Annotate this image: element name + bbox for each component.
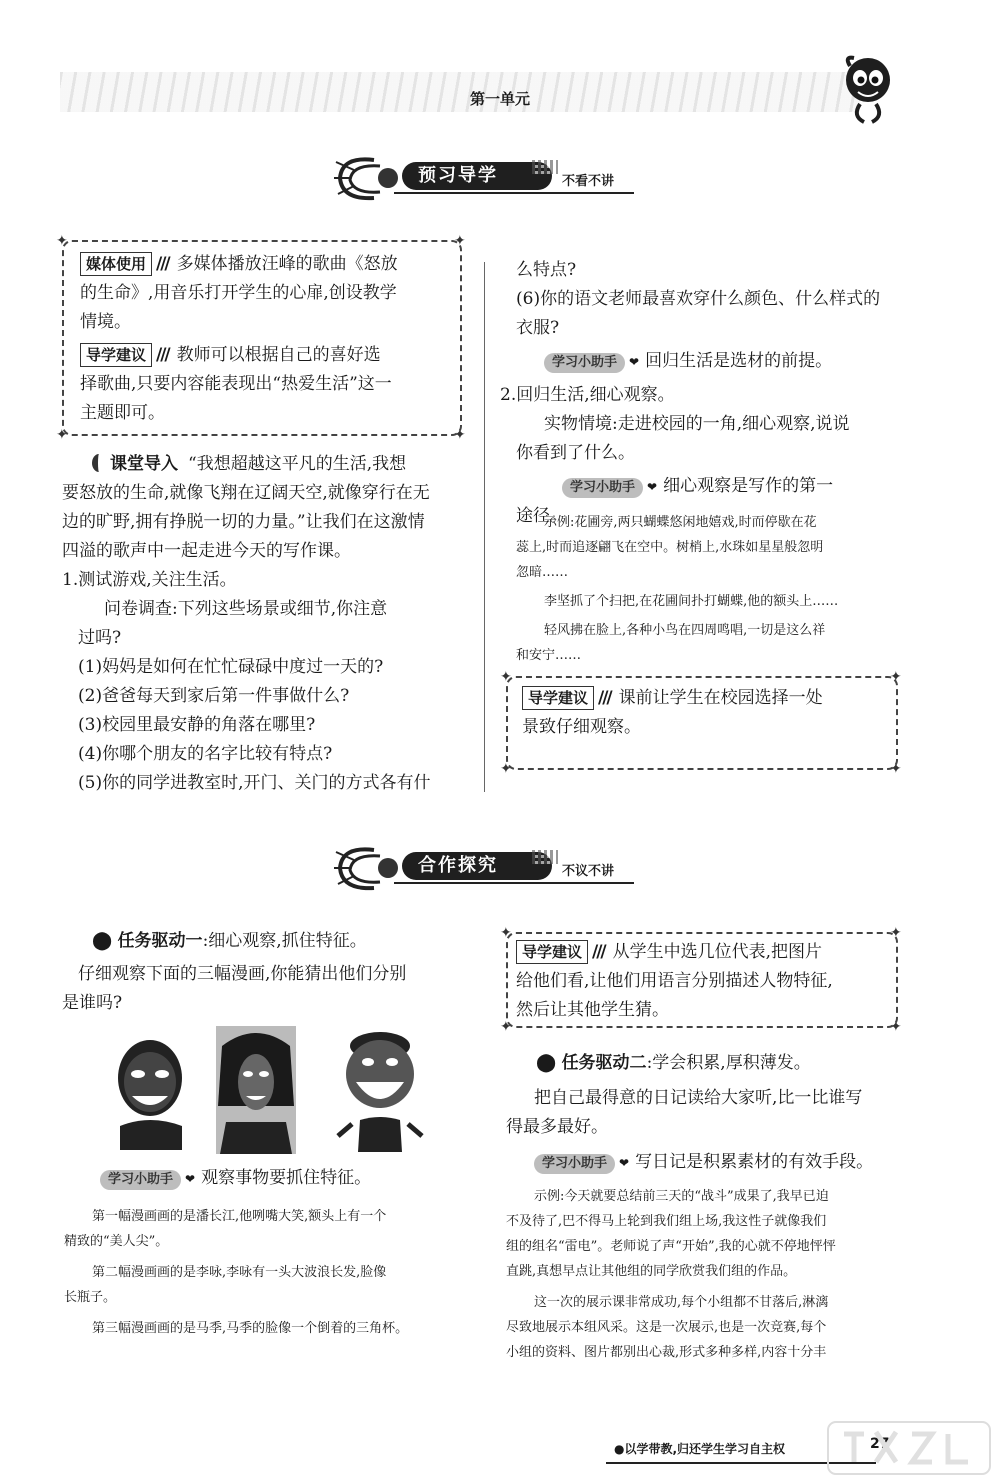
cartoon-image-2 [216, 1026, 296, 1154]
task-line: 仔细观察下面的三幅漫画,你能猜出他们分别 [78, 964, 407, 984]
cartoon-image-1 [104, 1030, 194, 1150]
media-block [80, 250, 458, 428]
page-number: 27 [870, 1436, 890, 1452]
answer-line: 长瓶子。 [64, 1290, 117, 1305]
example-line: 这一次的展示课非常成功,每个小组都不甘落后,淋漓 [534, 1295, 829, 1310]
question: (4)你哪个朋友的名字比较有特点? [78, 744, 333, 764]
column-divider [484, 262, 485, 792]
heart-icon: ❤ [647, 480, 658, 494]
media-line: 的生命》,用音乐打开学生的心扉,创设教学 [80, 283, 397, 303]
slash-mark: /// [156, 254, 169, 274]
example-line: 李坚抓了个扫把,在花圃间扑打蝴蝶,他的额头上…… [544, 594, 839, 609]
section-rule [394, 882, 634, 884]
helper-line: 途径。 [516, 506, 567, 526]
helper-text: 写日记是积累素材的有效手段。 [635, 1152, 874, 1172]
guide-line: 然后让其他学生猜。 [516, 1000, 669, 1020]
heart-icon: ❤ [619, 1156, 630, 1170]
helper-text: 观察事物要抓住特征。 [201, 1168, 372, 1188]
task-line: 是谁吗? [62, 993, 123, 1013]
star-icon: ✦ [890, 669, 902, 685]
example-line: 示例:今天就要总结前三天的“战斗”成果了,我早已迫 [534, 1189, 829, 1204]
star-icon: ✦ [454, 427, 466, 443]
slash-mark: /// [598, 688, 611, 708]
helper3-block [100, 1164, 480, 1194]
location-pin-icon: ⬤ [92, 930, 113, 951]
helper-label: 学习小助手 [544, 353, 625, 373]
section-rule [394, 192, 634, 194]
heart-icon: ❤ [629, 355, 640, 369]
section-subtitle: 不看不讲 [562, 174, 615, 189]
media-label: 媒体使用 [80, 252, 152, 276]
example-block [516, 510, 916, 668]
example-line: 蕊上,时而追逐翩飞在空中。树梢上,水珠如星星般忽明 [516, 540, 824, 555]
section-title: 合作探究 [402, 852, 552, 880]
guide-label: 导学建议 [522, 686, 594, 710]
section-banner-preview [334, 152, 644, 204]
answer-line: 第二幅漫画画的是李咏,李咏有一头大波浪长发,脸像 [92, 1265, 387, 1280]
real-line: 实物情境:走进校园的一角,细心观察,说说 [544, 414, 850, 434]
guide-line: 主题即可。 [80, 403, 165, 423]
example-line: 组的组名“雷电”。老师说了声“开始”,我的心就不停地怦怦 [506, 1239, 836, 1254]
cartoon-image-3 [330, 1024, 430, 1152]
task-label: 任务驱动一 [117, 931, 203, 951]
answer-line: 精致的“美人尖”。 [64, 1234, 169, 1249]
example-line: 尽致地展示本组风采。这是一次展示,也是一次竞赛,每个 [506, 1320, 827, 1335]
guide-line: 择歌曲,只要内容能表现出“热爱生活”这一 [80, 374, 392, 394]
footer-slogan: ●以学带教,归还学生学习自主权 [614, 1442, 786, 1456]
example-line: 小组的资料、图片都别出心裁,形式多种多样,内容十分丰 [506, 1345, 827, 1360]
section-title: 预习导学 [402, 162, 552, 190]
helper-line: 细心观察是写作的第一 [663, 476, 834, 496]
location-pin-icon: ⬤ [536, 1052, 557, 1073]
helper-label: 学习小助手 [100, 1170, 181, 1190]
star-icon: ✦ [890, 761, 902, 777]
task2-block [500, 1048, 920, 1178]
guide2-block [522, 684, 892, 742]
survey-line: 过吗? [78, 628, 122, 648]
cont-line: (6)你的语文老师最喜欢穿什么颜色、什么样式的 [516, 289, 881, 309]
task-line: 得最多最好。 [506, 1117, 608, 1137]
heart-icon: ❤ [185, 1172, 196, 1186]
right-upper [500, 256, 920, 531]
example2-block [506, 1184, 918, 1365]
guide-label: 导学建议 [516, 940, 588, 964]
real-line: 你看到了什么。 [516, 443, 635, 463]
star-icon: ✦ [890, 1019, 902, 1035]
slash-mark: /// [156, 345, 169, 365]
intro-label: 课堂导入 [110, 454, 178, 474]
question: (5)你的同学进教室时,开门、关门的方式各有什 [78, 773, 431, 793]
star-icon: ✦ [454, 233, 466, 249]
cont-line: 么特点? [516, 260, 577, 280]
question: (1)妈妈是如何在忙忙碌碌中度过一天的? [78, 657, 384, 677]
question: (3)校园里最安静的角落在哪里? [78, 715, 316, 735]
survey-line: 问卷调查:下列这些场景或细节,你注意 [104, 599, 388, 619]
item-heading: 1.测试游戏,关注生活。 [62, 570, 237, 590]
star-icon: ✦ [500, 669, 512, 685]
guide-line: 教师可以根据自己的喜好选 [176, 345, 381, 365]
helper-label: 学习小助手 [534, 1154, 615, 1174]
guide-line: 从学生中选几位代表,把图片 [612, 942, 823, 962]
task1-block [62, 926, 482, 1018]
question: (2)爸爸每天到家后第一件事做什么? [78, 686, 350, 706]
intro-line: 边的旷野,拥有挣脱一切的力量。”让我们在这激情 [62, 512, 425, 532]
guide-line: 给他们看,让他们用语言分别描述人物特征, [516, 971, 833, 991]
watermark-logo-icon [824, 1418, 994, 1478]
example-line: 不及待了,巴不得马上轮到我们组上场,我这性子就像我们 [506, 1214, 827, 1229]
intro-line: 要怒放的生命,就像飞翔在辽阔天空,就像穿行在无 [62, 483, 430, 503]
item-heading: 2.回归生活,细心观察。 [500, 385, 675, 405]
example-line: 忽暗…… [516, 565, 569, 580]
task-line: 把自己最得意的日记读给大家听,比一比谁写 [534, 1088, 863, 1108]
cont-line: 衣服? [516, 318, 560, 338]
classroom-intro [62, 450, 472, 798]
star-icon: ✦ [56, 233, 68, 249]
media-line: 多媒体播放汪峰的歌曲《怒放 [176, 254, 398, 274]
star-icon: ✦ [500, 925, 512, 941]
guide-line: 课前让学生在校园选择一处 [618, 688, 823, 708]
example-line: 和安宁…… [516, 648, 582, 663]
answer-line: 第三幅漫画画的是马季,马季的脸像一个倒着的三角杯。 [92, 1321, 409, 1336]
task-label: 任务驱动二 [561, 1053, 647, 1073]
helper-text: 回归生活是选材的前提。 [645, 351, 833, 371]
dot-pattern [532, 850, 558, 864]
example-line: 示例:花圃旁,两只蝴蝶悠闲地嬉戏,时而停歇在花 [544, 515, 817, 530]
media-line: 情境。 [80, 312, 131, 332]
dot-pattern [532, 160, 558, 174]
answer-line: 第一幅漫画画的是潘长江,他咧嘴大笑,额头上有一个 [92, 1209, 387, 1224]
answer-block [64, 1204, 484, 1341]
mascot-icon [838, 52, 898, 126]
guide-line: 景致仔细观察。 [522, 717, 641, 737]
unit-title: 第一单元 [469, 90, 530, 108]
star-icon: ✦ [56, 427, 68, 443]
intro-line: 四溢的歌声中一起走进今天的写作课。 [62, 541, 351, 561]
section-banner-cooperate [334, 842, 644, 894]
star-icon: ✦ [890, 925, 902, 941]
task-text: :学会积累,厚积薄发。 [646, 1053, 811, 1073]
section-subtitle: 不议不讲 [562, 864, 615, 879]
intro-line: “我想超越这平凡的生活,我想 [188, 454, 407, 474]
example-line: 直跳,真想早点让其他组的同学欣赏我们组的作品。 [506, 1264, 797, 1279]
guide-label: 导学建议 [80, 343, 152, 367]
task-text: :细心观察,抓住特征。 [202, 931, 367, 951]
star-icon: ✦ [500, 761, 512, 777]
guide3-block [516, 938, 894, 1025]
star-icon: ✦ [500, 1019, 512, 1035]
slash-mark: /// [592, 942, 605, 962]
example-line: 轻风拂在脸上,各种小鸟在四周鸣唱,一切是这么祥 [544, 623, 826, 638]
moon-icon [92, 454, 106, 472]
helper-label: 学习小助手 [562, 478, 643, 498]
